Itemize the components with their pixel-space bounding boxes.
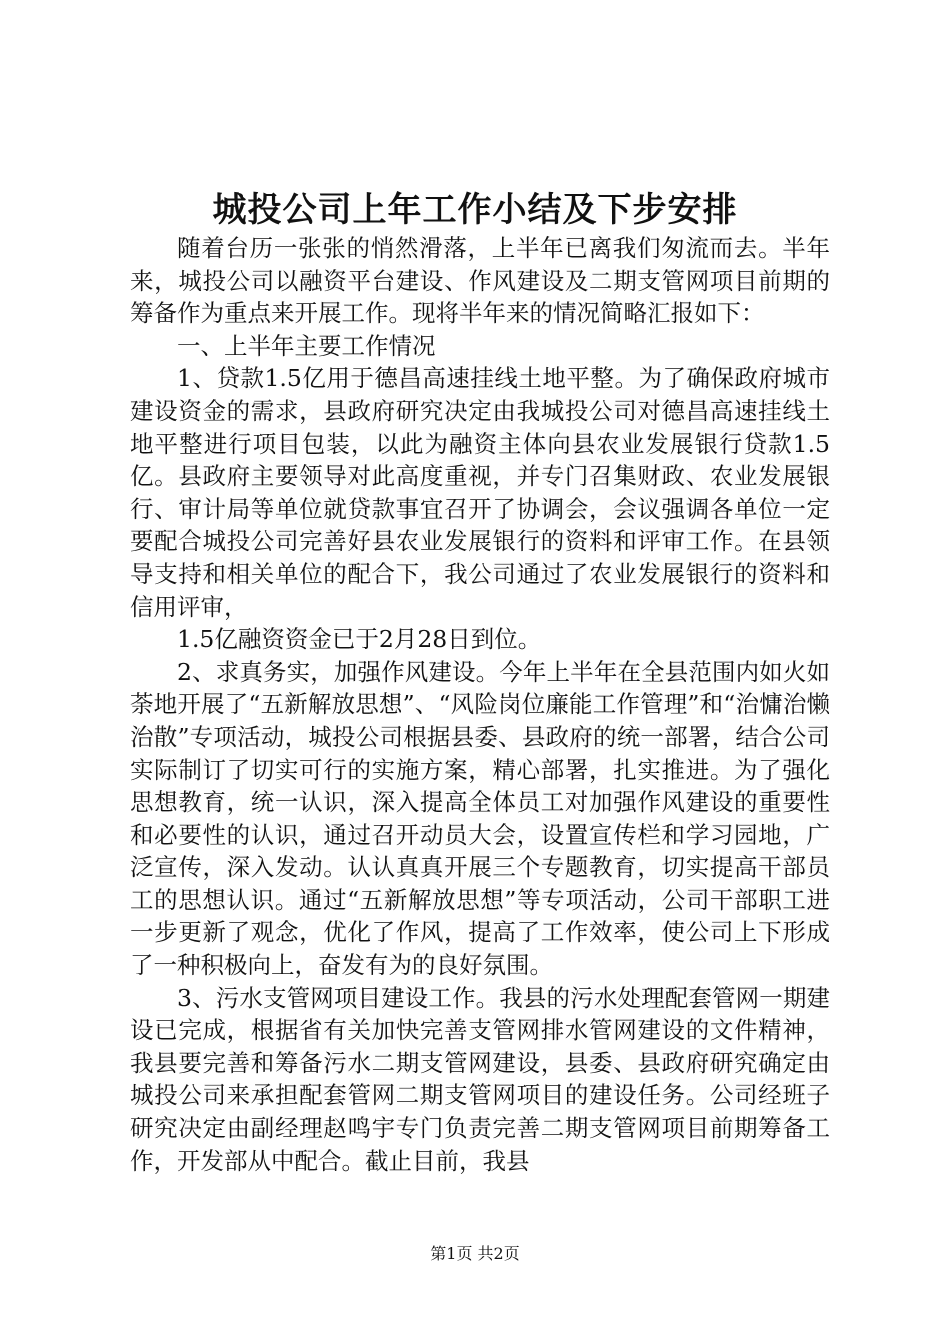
document-title: 城投公司上年工作小结及下步安排 xyxy=(212,190,738,230)
section-heading: 一、上半年主要工作情况 xyxy=(177,331,436,360)
paragraph-item-2: 2、求真务实，加强作风建设。今年上半年在全县范围内如火如荼地开展了“五新解放思想”、“风险岗位廉能工作管理”和“治慵治懒治散”专项活动，城投公司根据县委、县政府的统一部署，结合公司实际制订了切实可行的实施方案，精心部署，扎实推进。为了强化思想教育，统一认识，深入提高全体员工对加强作风建设的重要性和必要性的认识，通过召开动员大会，设置宣传栏和学习园地，广泛宣传，深入发动。认认真真开展三个专题教育，切实提高干部员工的思想认识。通过“五新解放思想”等专项活动，公司干部职工进一步更新了观念，优化了作风，提高了工作效率，使公司上下形成了一种积极向上，奋发有为的良好氛围。 xyxy=(130,657,830,980)
paragraph-intro: 随着台历一张张的悄然滑落，上半年已离我们匆流而去。半年来，城投公司以融资平台建设、作风建设及二期支管网项目前期的筹备作为重点来开展工作。现将半年来的情况简略汇报如下： xyxy=(130,234,830,328)
paragraph-item-1-continued: 1.5亿融资资金已于2月28日到位。 xyxy=(177,625,542,654)
paragraph-item-1: 1、贷款1.5亿用于德昌高速挂线土地平整。为了确保政府城市建设资金的需求，县政府研究决定由我城投公司对德昌高速挂线土地平整进行项目包装，以此为融资主体向县农业发展银行贷款1.5亿。县政府主要领导对此高度重视，并专门召集财政、农业发展银行、审计局等单位就贷款事宜召开了协调会，会议强调各单位一定要配合城投公司完善好县农业发展银行的资料和评审工作。在县领导支持和相关单位的配合下，我公司通过了农业发展银行的资料和信用评审， xyxy=(130,364,830,621)
page-number-footer: 第1页 共2页 xyxy=(430,1244,520,1263)
paragraph-item-3: 3、污水支管网项目建设工作。我县的污水处理配套管网一期建设已完成，根据省有关加快完善支管网排水管网建设的文件精神，我县要完善和筹备污水二期支管网建设，县委、县政府研究确定由城投公司来承担配套管网二期支管网项目的建设任务。公司经班子研究决定由副经理赵鸣宇专门负责完善二期支管网项目前期筹备工作，开发部从中配合。截止目前，我县 xyxy=(130,983,830,1175)
document-body xyxy=(130,232,830,1177)
